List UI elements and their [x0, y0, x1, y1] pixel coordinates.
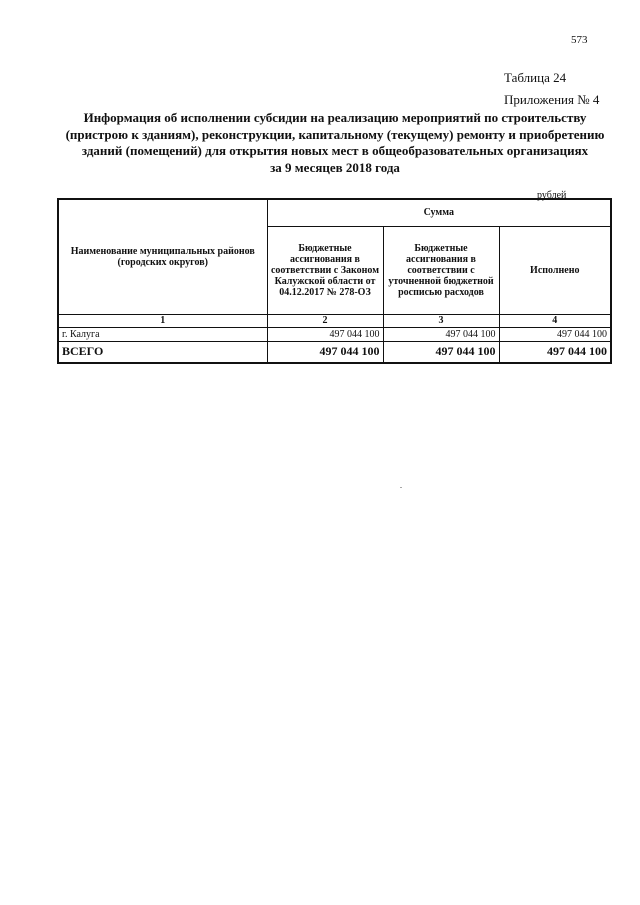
- column-number: 2: [267, 314, 383, 327]
- title-line: (пристрою к зданиям), реконструкции, капитальному (текущему) ремонту и приобретению: [65, 126, 605, 142]
- column-number: 4: [499, 314, 611, 327]
- title-line: за 9 месяцев 2018 года: [270, 159, 400, 175]
- stray-mark: .: [400, 481, 402, 490]
- total-row: [58, 341, 611, 363]
- executed-column-header: Исполнено: [499, 226, 611, 314]
- municipality-name: г. Калуга: [58, 327, 267, 341]
- law-allocation-value: 497 044 100: [267, 327, 383, 341]
- law-allocation-column-header: Бюджетные ассигнования в соответствии с Законом Калужской области от 04.12.2017 № 278-ОЗ: [267, 226, 383, 314]
- revised-allocation-column-header: Бюджетные ассигнования в соответствии с уточненной бюджетной росписью расходов: [383, 226, 499, 314]
- municipality-column-header: Наименование муниципальных районов (городских округов): [58, 199, 267, 314]
- units-label: рублей: [537, 190, 567, 201]
- document-title: [50, 110, 620, 176]
- appendix-label: Приложения № 4: [504, 92, 600, 107]
- revised-allocation-value: 497 044 100: [383, 327, 499, 341]
- column-number: 3: [383, 314, 499, 327]
- title-line: Информация об исполнении субсидии на реализацию мероприятий по строительству: [83, 110, 587, 125]
- total-label: ВСЕГО: [58, 341, 267, 363]
- total-executed: 497 044 100: [499, 341, 611, 363]
- table-row: [58, 327, 611, 341]
- sum-group-header: Сумма: [267, 199, 611, 226]
- page-number: 573: [571, 34, 588, 46]
- total-law-allocation: 497 044 100: [267, 341, 383, 363]
- executed-value: 497 044 100: [499, 327, 611, 341]
- column-number: 1: [58, 314, 267, 327]
- total-revised-allocation: 497 044 100: [383, 341, 499, 363]
- column-number-row: [58, 314, 611, 327]
- subsidy-report-table: [57, 198, 612, 364]
- title-line: зданий (помещений) для открытия новых мест в общеобразовательных организациях: [81, 143, 589, 158]
- table-label: Таблица 24: [504, 70, 567, 85]
